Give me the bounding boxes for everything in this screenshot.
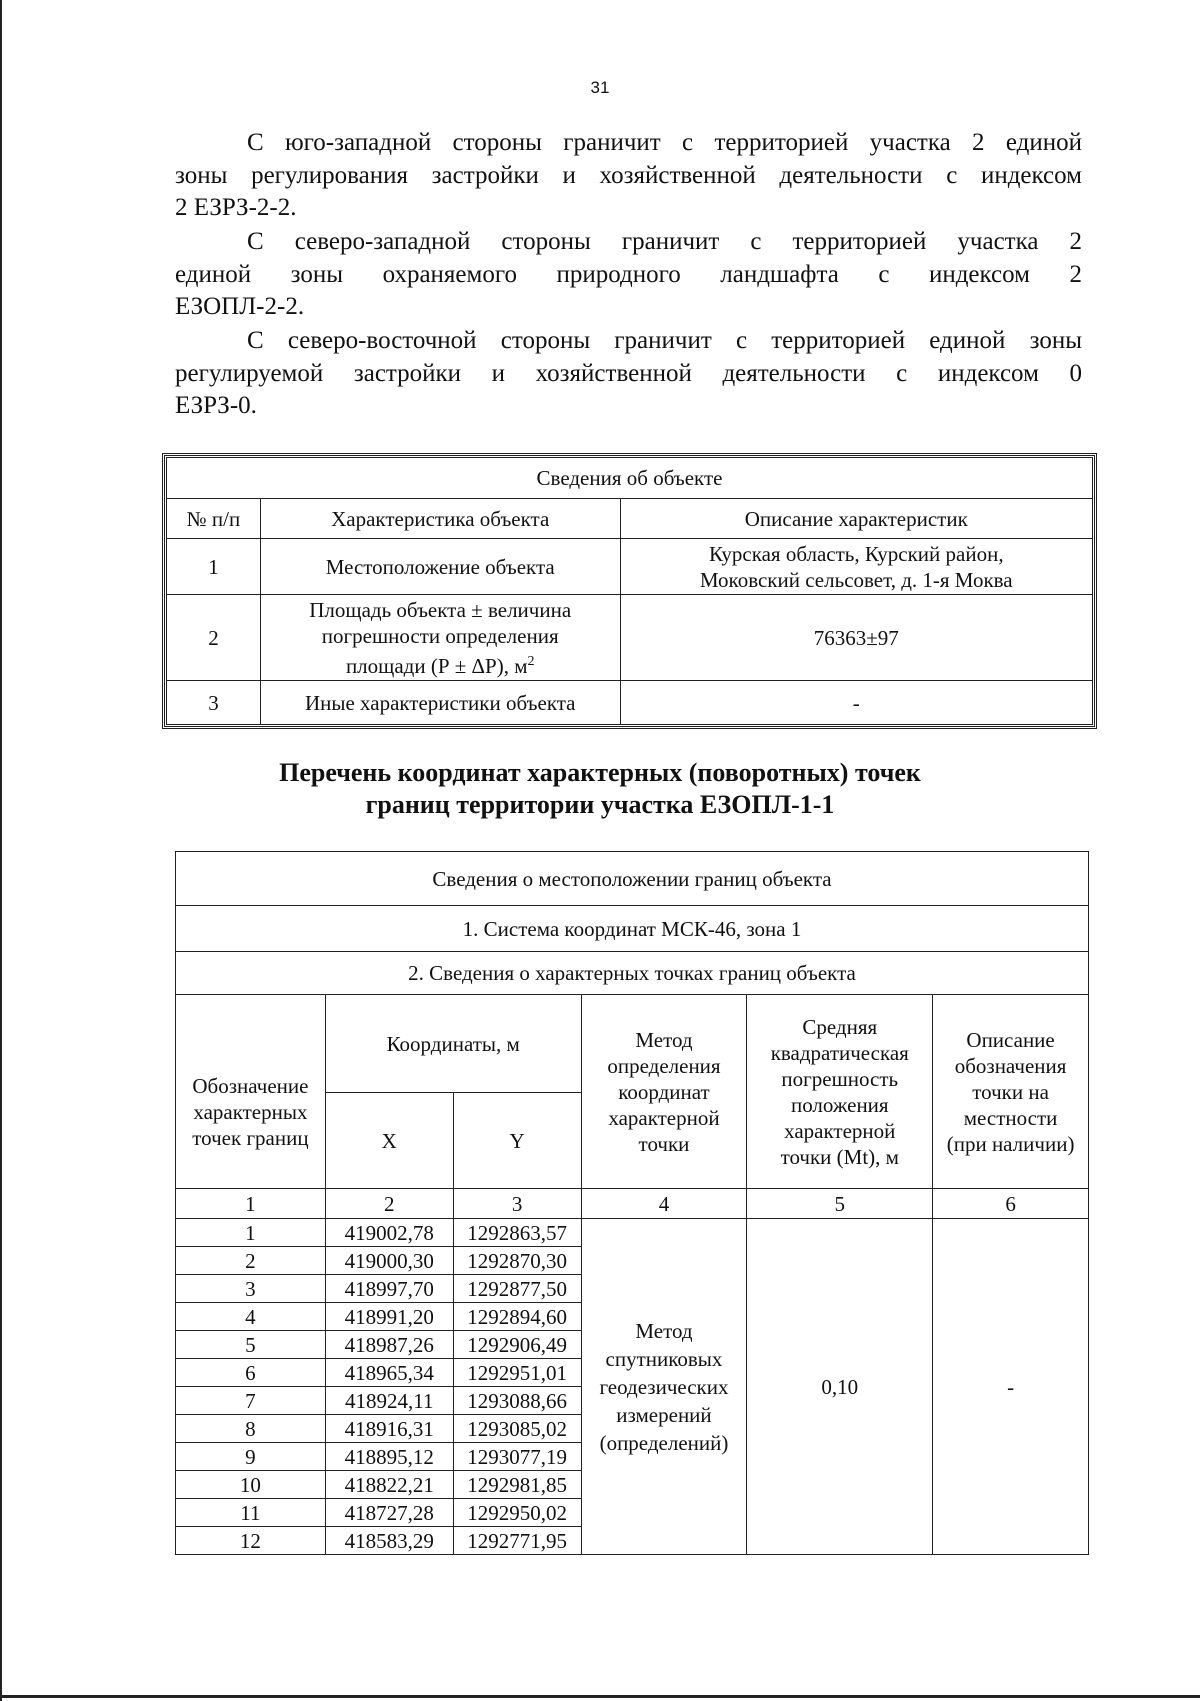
page-border-left <box>0 0 2 1701</box>
table-row <box>176 1219 1089 1247</box>
y-coordinate: 1293088,66 <box>453 1387 581 1415</box>
x-coordinate: 419002,78 <box>325 1219 453 1247</box>
text-line: С северо-восточной стороны граничит с территорией единой зоны <box>247 327 1082 354</box>
text-line: геодезических <box>599 1374 729 1399</box>
text-line <box>265 649 616 679</box>
point-label: 5 <box>176 1331 326 1359</box>
x-coordinate: 418822,21 <box>325 1471 453 1499</box>
points-title: 2. Сведения о характерных точках границ объекта <box>176 952 1089 995</box>
row-characteristic: Местоположение объекта <box>260 539 620 595</box>
method-value <box>581 1219 747 1555</box>
text-line: характерных <box>193 1099 308 1124</box>
text-line: погрешности определения <box>321 623 559 648</box>
x-coordinate: 419000,30 <box>325 1247 453 1275</box>
x-coordinate: 418997,70 <box>325 1275 453 1303</box>
point-label: 4 <box>176 1303 326 1331</box>
text-line: точки на <box>972 1079 1049 1104</box>
x-coordinate: 418916,31 <box>325 1415 453 1443</box>
header-accuracy <box>747 995 933 1189</box>
text-line: Метод <box>635 1027 693 1052</box>
y-coordinate: 1292950,02 <box>453 1499 581 1527</box>
point-label: 8 <box>176 1415 326 1443</box>
text-line: С северо-западной стороны граничит с территорией участка 2 <box>247 228 1082 255</box>
text-line: зоны регулирования застройки и хозяйственной деятельности с индексом <box>175 161 1082 189</box>
text-line: Обозначение <box>192 1073 309 1098</box>
y-coordinate: 1292877,50 <box>453 1275 581 1303</box>
point-label: 1 <box>176 1219 326 1247</box>
point-label: 11 <box>176 1499 326 1527</box>
text-line: (определений) <box>599 1430 729 1455</box>
y-coordinate: 1292951,01 <box>453 1359 581 1387</box>
header-number: № п/п <box>167 499 261 539</box>
paragraph-northwest <box>175 226 1082 324</box>
x-coordinate: 418965,34 <box>325 1359 453 1387</box>
row-description <box>620 539 1092 595</box>
text-line: С юго-западной стороны граничит с территорией участка 2 единой <box>247 129 1082 156</box>
column-number: 5 <box>747 1189 933 1219</box>
text-line: Курская область, Курский район, <box>708 541 1004 566</box>
coords-table-title: Сведения о местоположении границ объекта <box>176 852 1089 906</box>
text-line: квадратическая <box>770 1040 909 1065</box>
row-description: 76363±97 <box>620 595 1092 681</box>
section-heading <box>0 757 1200 821</box>
header-y: Y <box>453 1093 581 1189</box>
y-coordinate: 1292894,60 <box>453 1303 581 1331</box>
accuracy-value: 0,10 <box>747 1219 933 1555</box>
paragraph-northeast <box>175 325 1082 423</box>
page-border-bottom <box>0 1695 1200 1698</box>
text-line: положения <box>790 1092 889 1117</box>
point-label: 6 <box>176 1359 326 1387</box>
x-coordinate: 418895,12 <box>325 1443 453 1471</box>
text-line: Средняя <box>802 1014 878 1039</box>
header-x: X <box>325 1093 453 1189</box>
column-number: 6 <box>933 1189 1089 1219</box>
text-line: характерной <box>784 1118 896 1143</box>
text-line: (при наличии) <box>946 1131 1075 1156</box>
header-description: Описание характеристик <box>620 499 1092 539</box>
y-coordinate: 1292870,30 <box>453 1247 581 1275</box>
y-coordinate: 1293077,19 <box>453 1443 581 1471</box>
coordinate-rows <box>176 1219 1089 1555</box>
row-characteristic: Иные характеристики объекта <box>260 681 620 725</box>
text-line: единой зоны охраняемого природного ландшафта с индексом 2 <box>175 260 1082 288</box>
point-label: 7 <box>176 1387 326 1415</box>
x-coordinate: 418727,28 <box>325 1499 453 1527</box>
text-line: измерений <box>616 1402 712 1427</box>
row-description: - <box>620 681 1092 725</box>
heading-line: границ территории участка ЕЗОПЛ-1-1 <box>365 790 835 819</box>
object-info-table <box>166 457 1093 725</box>
text-line: точки (Mt), м <box>780 1144 899 1169</box>
header-characteristic: Характеристика объекта <box>260 499 620 539</box>
paragraph-southwest <box>175 127 1082 225</box>
text-line: определения <box>607 1053 721 1078</box>
row-number: 1 <box>167 539 261 595</box>
heading-line: Перечень координат характерных (поворотных) точек <box>279 758 921 787</box>
column-number: 3 <box>453 1189 581 1219</box>
y-coordinate: 1292863,57 <box>453 1219 581 1247</box>
x-coordinate: 418583,29 <box>325 1527 453 1555</box>
y-coordinate: 1292771,95 <box>453 1527 581 1555</box>
header-designation <box>176 995 326 1189</box>
object-table-title: Сведения об объекте <box>167 458 1093 499</box>
text-line: погрешность <box>781 1066 899 1091</box>
column-number: 4 <box>581 1189 747 1219</box>
page-number: 31 <box>590 78 610 97</box>
row-number: 2 <box>167 595 261 681</box>
x-coordinate: 418987,26 <box>325 1331 453 1359</box>
point-label: 2 <box>176 1247 326 1275</box>
area-superscript: 2 <box>527 653 535 669</box>
text-line: Метод <box>635 1318 693 1343</box>
text-line: спутниковых <box>605 1346 723 1371</box>
text-line: Моковский сельсовет, д. 1-я Моква <box>699 567 1013 592</box>
header-description <box>933 995 1089 1189</box>
coordinates-table <box>175 851 1089 1555</box>
text-line: Описание <box>966 1027 1055 1052</box>
text-line: Площадь объекта ± величина <box>309 597 572 622</box>
y-coordinate: 1292981,85 <box>453 1471 581 1499</box>
point-label: 10 <box>176 1471 326 1499</box>
header-coordinates: Координаты, м <box>325 995 581 1093</box>
text-line: регулируемой застройки и хозяйственной деятельности с индексом 0 <box>175 359 1082 387</box>
area-formula: площади (Р ± ΔР), м <box>345 653 528 678</box>
point-label: 9 <box>176 1443 326 1471</box>
row-number: 3 <box>167 681 261 725</box>
column-number: 1 <box>176 1189 326 1219</box>
text-line: ЕЗРЗ-0. <box>175 392 257 419</box>
y-coordinate: 1293085,02 <box>453 1415 581 1443</box>
point-label: 3 <box>176 1275 326 1303</box>
x-coordinate: 418991,20 <box>325 1303 453 1331</box>
point-label: 12 <box>176 1527 326 1555</box>
column-number: 2 <box>325 1189 453 1219</box>
x-coordinate: 418924,11 <box>325 1387 453 1415</box>
description-value: - <box>933 1219 1089 1555</box>
text-line: ЕЗОПЛ-2-2. <box>175 293 305 320</box>
text-line: характерной <box>608 1105 720 1130</box>
text-line: обозначения <box>954 1053 1067 1078</box>
row-characteristic <box>260 595 620 681</box>
header-method <box>581 995 747 1189</box>
y-coordinate: 1292906,49 <box>453 1331 581 1359</box>
text-line: точек границ <box>192 1125 309 1150</box>
text-line: координат <box>618 1079 710 1104</box>
text-line: точки <box>638 1131 690 1156</box>
text-line: 2 ЕЗРЗ-2-2. <box>175 194 297 221</box>
coordinate-system: 1. Система координат МСК-46, зона 1 <box>176 906 1089 952</box>
text-line: местности <box>963 1105 1058 1130</box>
